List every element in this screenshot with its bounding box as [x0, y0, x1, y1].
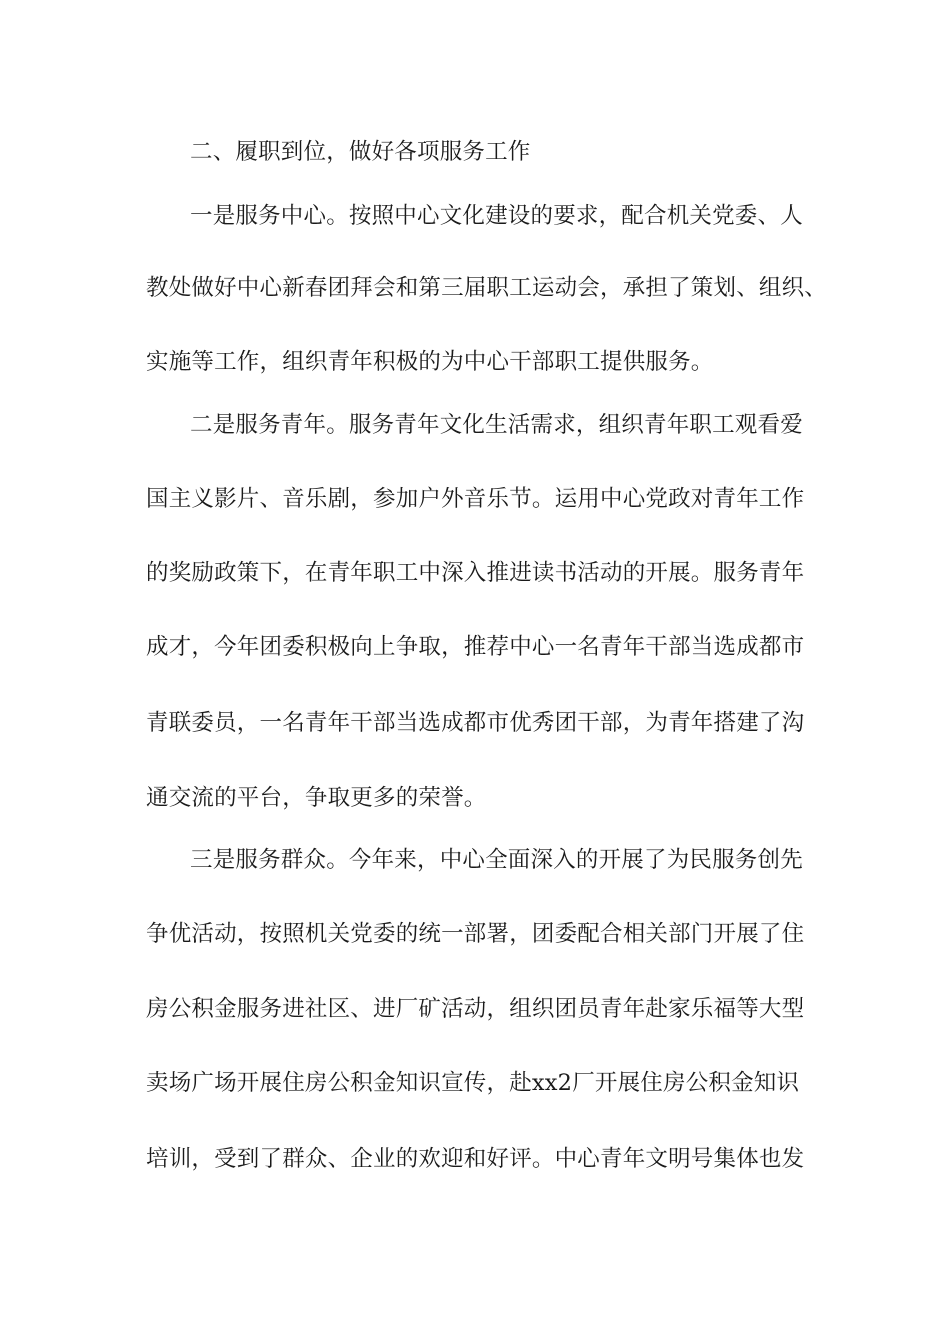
- paragraph-line: 通交流的平台，争取更多的荣誉。: [146, 785, 487, 811]
- paragraph-line: 二是服务青年。服务青年文化生活需求，组织青年职工观看爱: [190, 412, 803, 438]
- paragraph-line: 教处做好中心新春团拜会和第三届职工运动会，承担了策划、组织、: [146, 275, 828, 301]
- paragraph-line: 卖场广场开展住房公积金知识宣传，赴xx2厂开展住房公积金知识: [146, 1070, 800, 1096]
- paragraph-line: 三是服务群众。今年来，中心全面深入的开展了为民服务创先: [190, 847, 803, 873]
- paragraph-line: 一是服务中心。按照中心文化建设的要求，配合机关党委、人: [190, 203, 803, 229]
- paragraph-line: 培训，受到了群众、企业的欢迎和好评。中心青年文明号集体也发: [146, 1146, 805, 1172]
- paragraph-line: 成才，今年团委积极向上争取，推荐中心一名青年干部当选成都市: [146, 634, 805, 660]
- paragraph-line: 青联委员，一名青年干部当选成都市优秀团干部，为青年搭建了沟: [146, 710, 805, 736]
- paragraph-line: 房公积金服务进社区、进厂矿活动，组织团员青年赴家乐福等大型: [146, 996, 805, 1022]
- section-heading: 二、履职到位，做好各项服务工作: [190, 139, 531, 165]
- paragraph-line: 争优活动，按照机关党委的统一部署，团委配合相关部门开展了住: [146, 921, 805, 947]
- paragraph-line: 实施等工作，组织青年积极的为中心干部职工提供服务。: [146, 349, 714, 375]
- paragraph-line: 国主义影片、音乐剧，参加户外音乐节。运用中心党政对青年工作: [146, 486, 805, 512]
- paragraph-line: 的奖励政策下，在青年职工中深入推进读书活动的开展。服务青年: [146, 560, 805, 586]
